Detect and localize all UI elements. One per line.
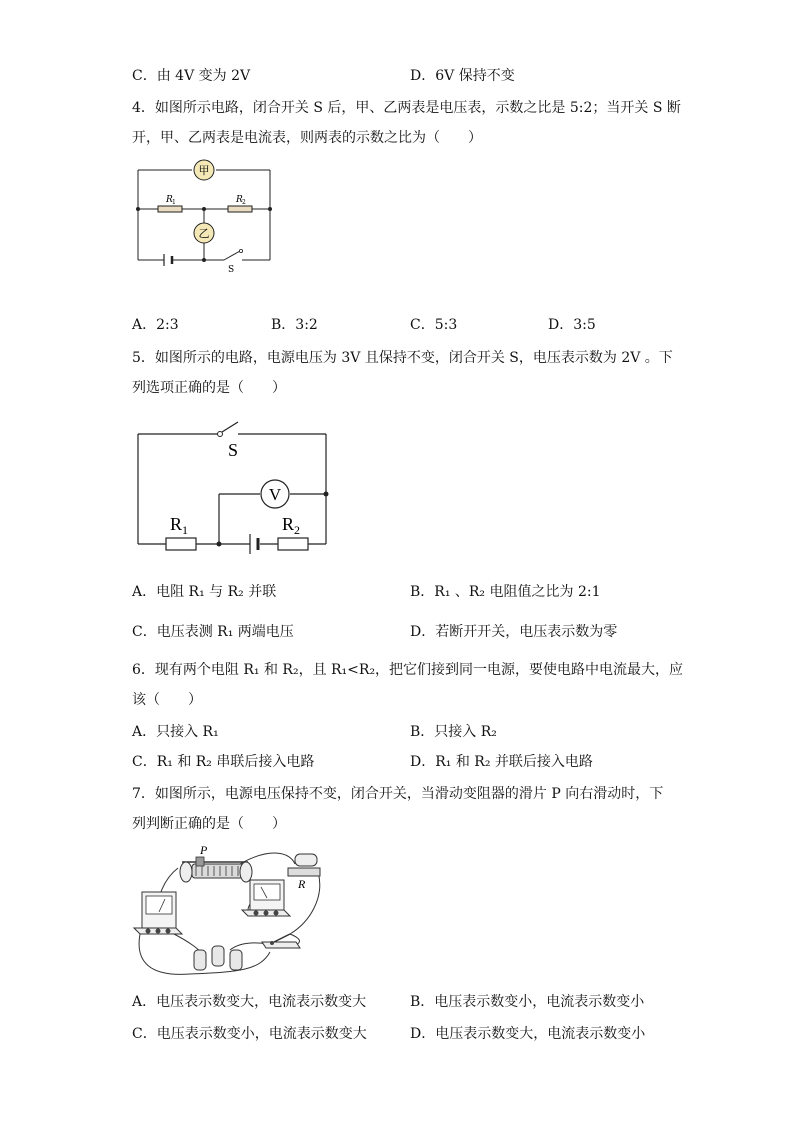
q4-resistor-r1 <box>158 206 182 212</box>
q4-circuit-diagram <box>130 155 280 275</box>
q5-r2-label: R <box>282 514 295 534</box>
q5-option-d[interactable]: D．若断开开关，电压表示数为零 <box>410 624 618 640</box>
q7-option-b[interactable]: B．电压表示数变小，电流表示数变小 <box>410 994 645 1010</box>
q7-rheostat <box>180 857 252 882</box>
q5-r2-sub: 2 <box>294 523 300 537</box>
q4-meter-yi-label: 乙 <box>198 227 210 240</box>
q5-resistor-r1 <box>166 538 196 550</box>
q5-resistor-r2 <box>278 538 308 550</box>
q7-option-a[interactable]: A．电压表示数变大，电流表示数变大 <box>132 994 367 1010</box>
q4-r2-sub: 2 <box>242 199 246 206</box>
q4-r2-label: R <box>236 195 243 205</box>
q7-ammeter <box>134 892 182 934</box>
q4-r1-label: R <box>166 195 173 205</box>
q3-option-d[interactable]: D．6V 保持不变 <box>410 68 515 84</box>
q4-switch-label: S <box>228 265 235 275</box>
q4-option-a[interactable]: A．2:3 <box>132 317 179 333</box>
q6-option-c[interactable]: C．R₁ 和 R₂ 串联后接入电路 <box>132 754 315 770</box>
q5-voltmeter-label: V <box>268 485 282 504</box>
q7-resistor-r <box>288 854 320 876</box>
q7-voltmeter <box>242 880 290 916</box>
q7-option-d[interactable]: D．电压表示数变大，电流表示数变小 <box>410 1026 646 1042</box>
q4-option-d[interactable]: D．3:5 <box>548 317 596 333</box>
q5-stem-line1: 5．如图所示的电路，电源电压为 3V 且保持不变，闭合开关 S，电压表示数为 2V 。下 <box>132 350 673 366</box>
q5-r1-label: R <box>170 514 183 534</box>
q4-option-b[interactable]: B．3:2 <box>271 317 318 333</box>
q7-apparatus-diagram <box>130 842 340 982</box>
q7-stem-line1: 7．如图所示，电源电压保持不变，闭合开关，当滑动变阻器的滑片 P 向右滑动时，下 <box>132 786 664 802</box>
q6-option-d[interactable]: D．R₁ 和 R₂ 并联后接入电路 <box>410 754 593 770</box>
q7-resistor-label: R <box>298 877 306 891</box>
q4-stem-line2: 开，甲、乙两表是电流表，则两表的示数之比为（ ） <box>132 130 482 146</box>
q4-r1-sub: 1 <box>172 199 176 206</box>
q4-meter-jia-label: 甲 <box>198 164 210 177</box>
q3-option-c[interactable]: C．由 4V 变为 2V <box>132 68 251 84</box>
q6-stem-line2: 该（ ） <box>132 692 202 708</box>
q5-circuit-diagram <box>130 420 340 560</box>
q4-option-c[interactable]: C．5:3 <box>410 317 458 333</box>
q6-stem-line1: 6．现有两个电阻 R₁ 和 R₂，且 R₁<R₂，把它们接到同一电源，要使电路中电流最大，应 <box>132 662 684 678</box>
q6-option-b[interactable]: B．只接入 R₂ <box>410 724 497 740</box>
q7-option-c[interactable]: C．电压表示数变小，电流表示数变大 <box>132 1026 367 1042</box>
q5-option-c[interactable]: C．电压表测 R₁ 两端电压 <box>132 624 294 640</box>
q7-stem-line2: 列判断正确的是（ ） <box>132 816 286 832</box>
q7-slider-label: P <box>200 843 208 857</box>
q5-r1-sub: 1 <box>182 523 188 537</box>
q5-option-b[interactable]: B．R₁ 、R₂ 电阻值之比为 2:1 <box>410 584 601 600</box>
q4-resistor-r2 <box>228 206 252 212</box>
q5-switch-label: S <box>228 440 239 460</box>
q7-battery <box>194 946 242 970</box>
q5-option-a[interactable]: A．电阻 R₁ 与 R₂ 并联 <box>132 584 277 600</box>
q5-stem-line2: 列选项正确的是（ ） <box>132 380 286 396</box>
q6-option-a[interactable]: A．只接入 R₁ <box>132 724 219 740</box>
q4-stem-line1: 4．如图所示电路，闭合开关 S 后，甲、乙两表是电压表，示数之比是 5:2；当开关 S 断 <box>132 100 681 116</box>
